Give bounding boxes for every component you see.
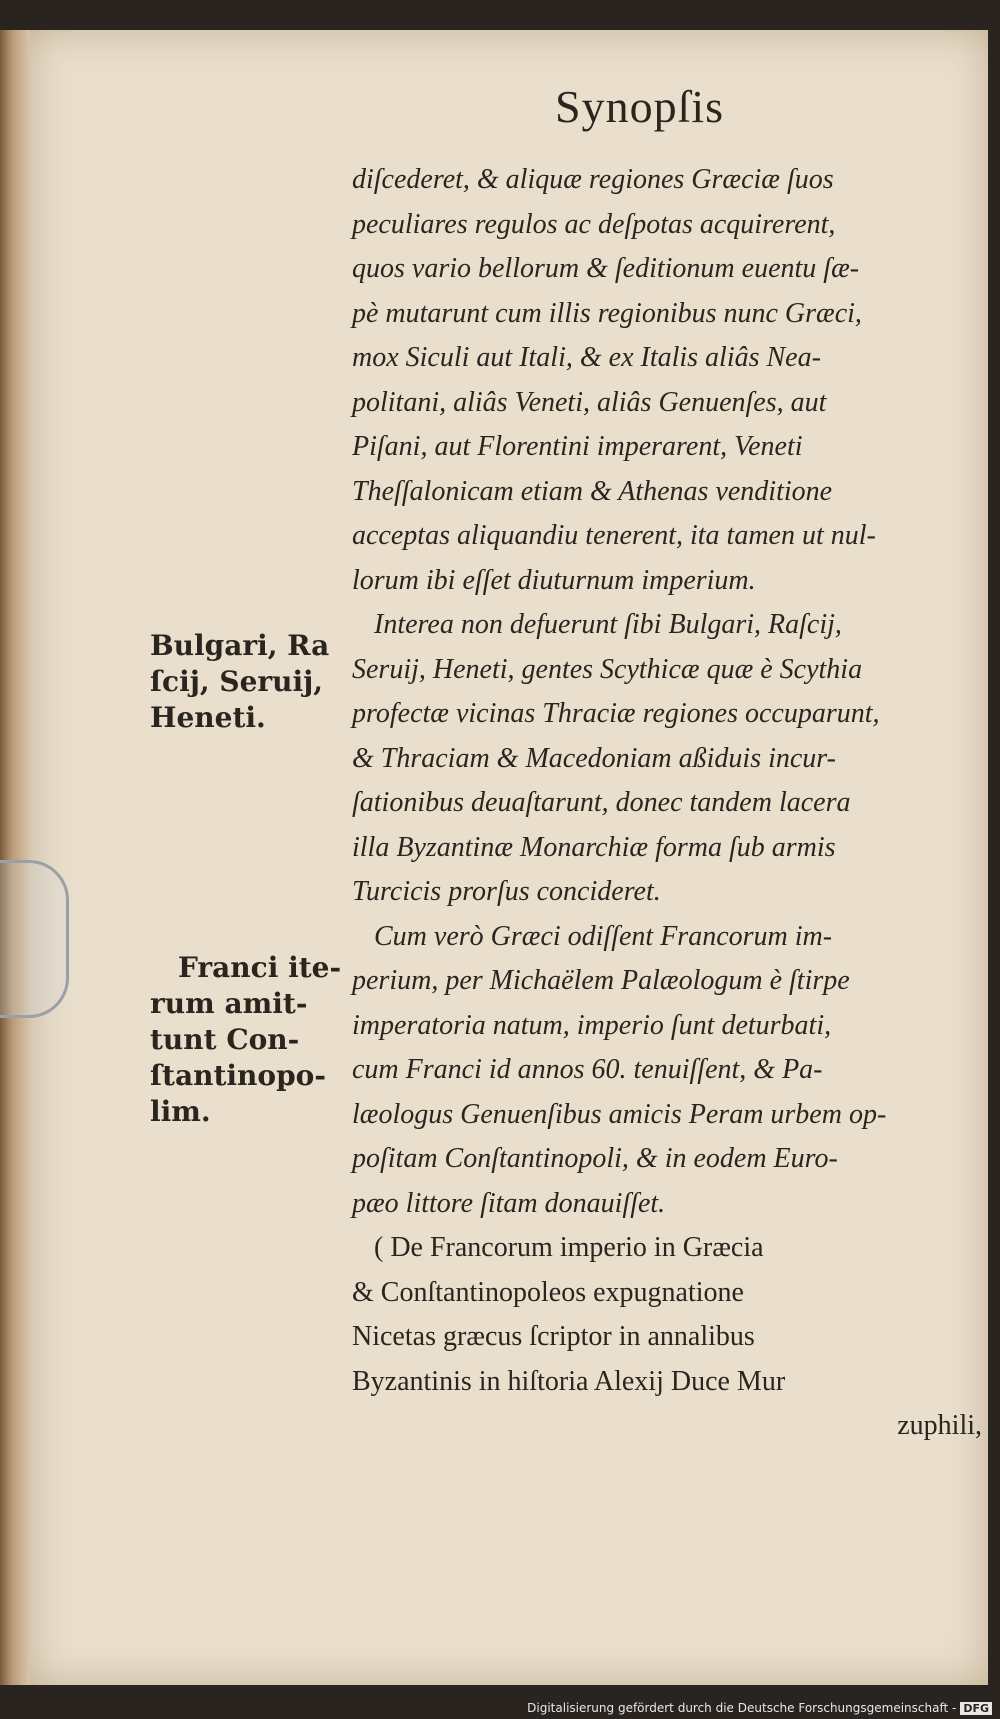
text-line: cum Franci id annos 60. tenuiſſent, & Pa- xyxy=(352,1054,823,1085)
text-line: imperatoria natum, imperio ſunt deturbati, xyxy=(352,1009,832,1041)
page-clip xyxy=(0,860,69,1018)
text-line: acceptas aliquandiu tenerent, ita tamen ut nul- xyxy=(352,520,876,551)
text-line: ſationibus deuaſtarunt, donec tandem lacera xyxy=(352,787,851,818)
text-line: diſcederet, & aliquæ regiones Græciæ ſuos xyxy=(352,164,834,195)
margin-note-line: lim. xyxy=(150,1095,211,1128)
text-line: profectæ vicinas Thraciæ regiones occuparunt, xyxy=(352,698,880,729)
text-line: mox Siculi aut Itali, & ex Italis aliâs Nea- xyxy=(352,342,821,373)
paragraph-2 xyxy=(352,603,982,915)
text-line: perium, per Michaëlem Palæologum è ſtirpe xyxy=(352,965,850,996)
text-line: poſitam Conſtantinopoli, & in eodem Euro- xyxy=(352,1143,838,1174)
text-line: Interea non defuerunt ſibi Bulgari, Raſcij, xyxy=(374,609,842,640)
margin-note-bulgari xyxy=(150,628,329,736)
margin-note-line: ſcij, Seruij, xyxy=(150,665,324,698)
text-line: ( De Francorum imperio in Græcia xyxy=(374,1232,764,1263)
margin-note-line: tunt Con- xyxy=(150,1023,300,1056)
page-header: Synopſis xyxy=(555,81,725,132)
text-line: & Thraciam & Macedoniam aßiduis incur- xyxy=(352,742,836,774)
margin-note-line: rum amit- xyxy=(150,987,308,1020)
margin-note-franci xyxy=(150,950,341,1130)
text-line: peculiares regulos ac deſpotas acquirerent, xyxy=(352,208,836,240)
text-line: Byzantinis in hiſtoria Alexij Duce Mur xyxy=(352,1365,786,1397)
text-line: zuphili, xyxy=(897,1410,982,1441)
text-line: pæo littore ſitam donauiſſet. xyxy=(352,1187,666,1219)
text-line: Theſſalonicam etiam & Athenas venditione xyxy=(352,475,833,507)
text-line: lorum ibi eſſet diuturnum imperium. xyxy=(352,564,756,596)
paragraph-1 xyxy=(352,158,982,603)
margin-note-line: Franci ite- xyxy=(178,951,342,984)
text-line: illa Byzantinæ Monarchiæ forma ſub armis xyxy=(352,831,836,863)
text-line: pè mutarunt cum illis regionibus nunc Græci, xyxy=(352,297,862,329)
margin-note-line: Heneti. xyxy=(150,701,266,734)
dfg-logo: DFG xyxy=(960,1702,992,1715)
text-line: & Conſtantinopoleos expugnatione xyxy=(352,1276,744,1308)
text-line: Turcicis prorſus concideret. xyxy=(352,876,661,907)
text-line: læologus Genuenſibus amicis Peram urbem op- xyxy=(352,1098,887,1130)
margin-note-line: ſtantinopo- xyxy=(150,1059,326,1092)
footer-text: Digitalisierung gefördert durch die Deutsche Forschungsgemeinschaft - xyxy=(527,1701,957,1715)
main-text xyxy=(352,158,982,1449)
margin-note-line: Bulgari, Ra xyxy=(150,629,330,662)
text-line: politani, aliâs Veneti, aliâs Genuenſes, aut xyxy=(352,386,827,418)
paragraph-3 xyxy=(352,915,982,1227)
text-line: Piſani, aut Florentini imperarent, Veneti xyxy=(352,431,803,462)
digitization-footer xyxy=(527,1701,992,1715)
text-line: Cum verò Græci odiſſent Francorum im- xyxy=(374,920,833,952)
text-line: quos vario bellorum & ſeditionum euentu ſæ- xyxy=(352,253,860,284)
text-line: Seruij, Heneti, gentes Scythicæ quæ è Scythia xyxy=(352,653,863,685)
text-line: Nicetas græcus ſcriptor in annalibus xyxy=(352,1321,755,1352)
book-spine-edge xyxy=(0,30,30,1685)
paragraph-4 xyxy=(352,1226,982,1449)
